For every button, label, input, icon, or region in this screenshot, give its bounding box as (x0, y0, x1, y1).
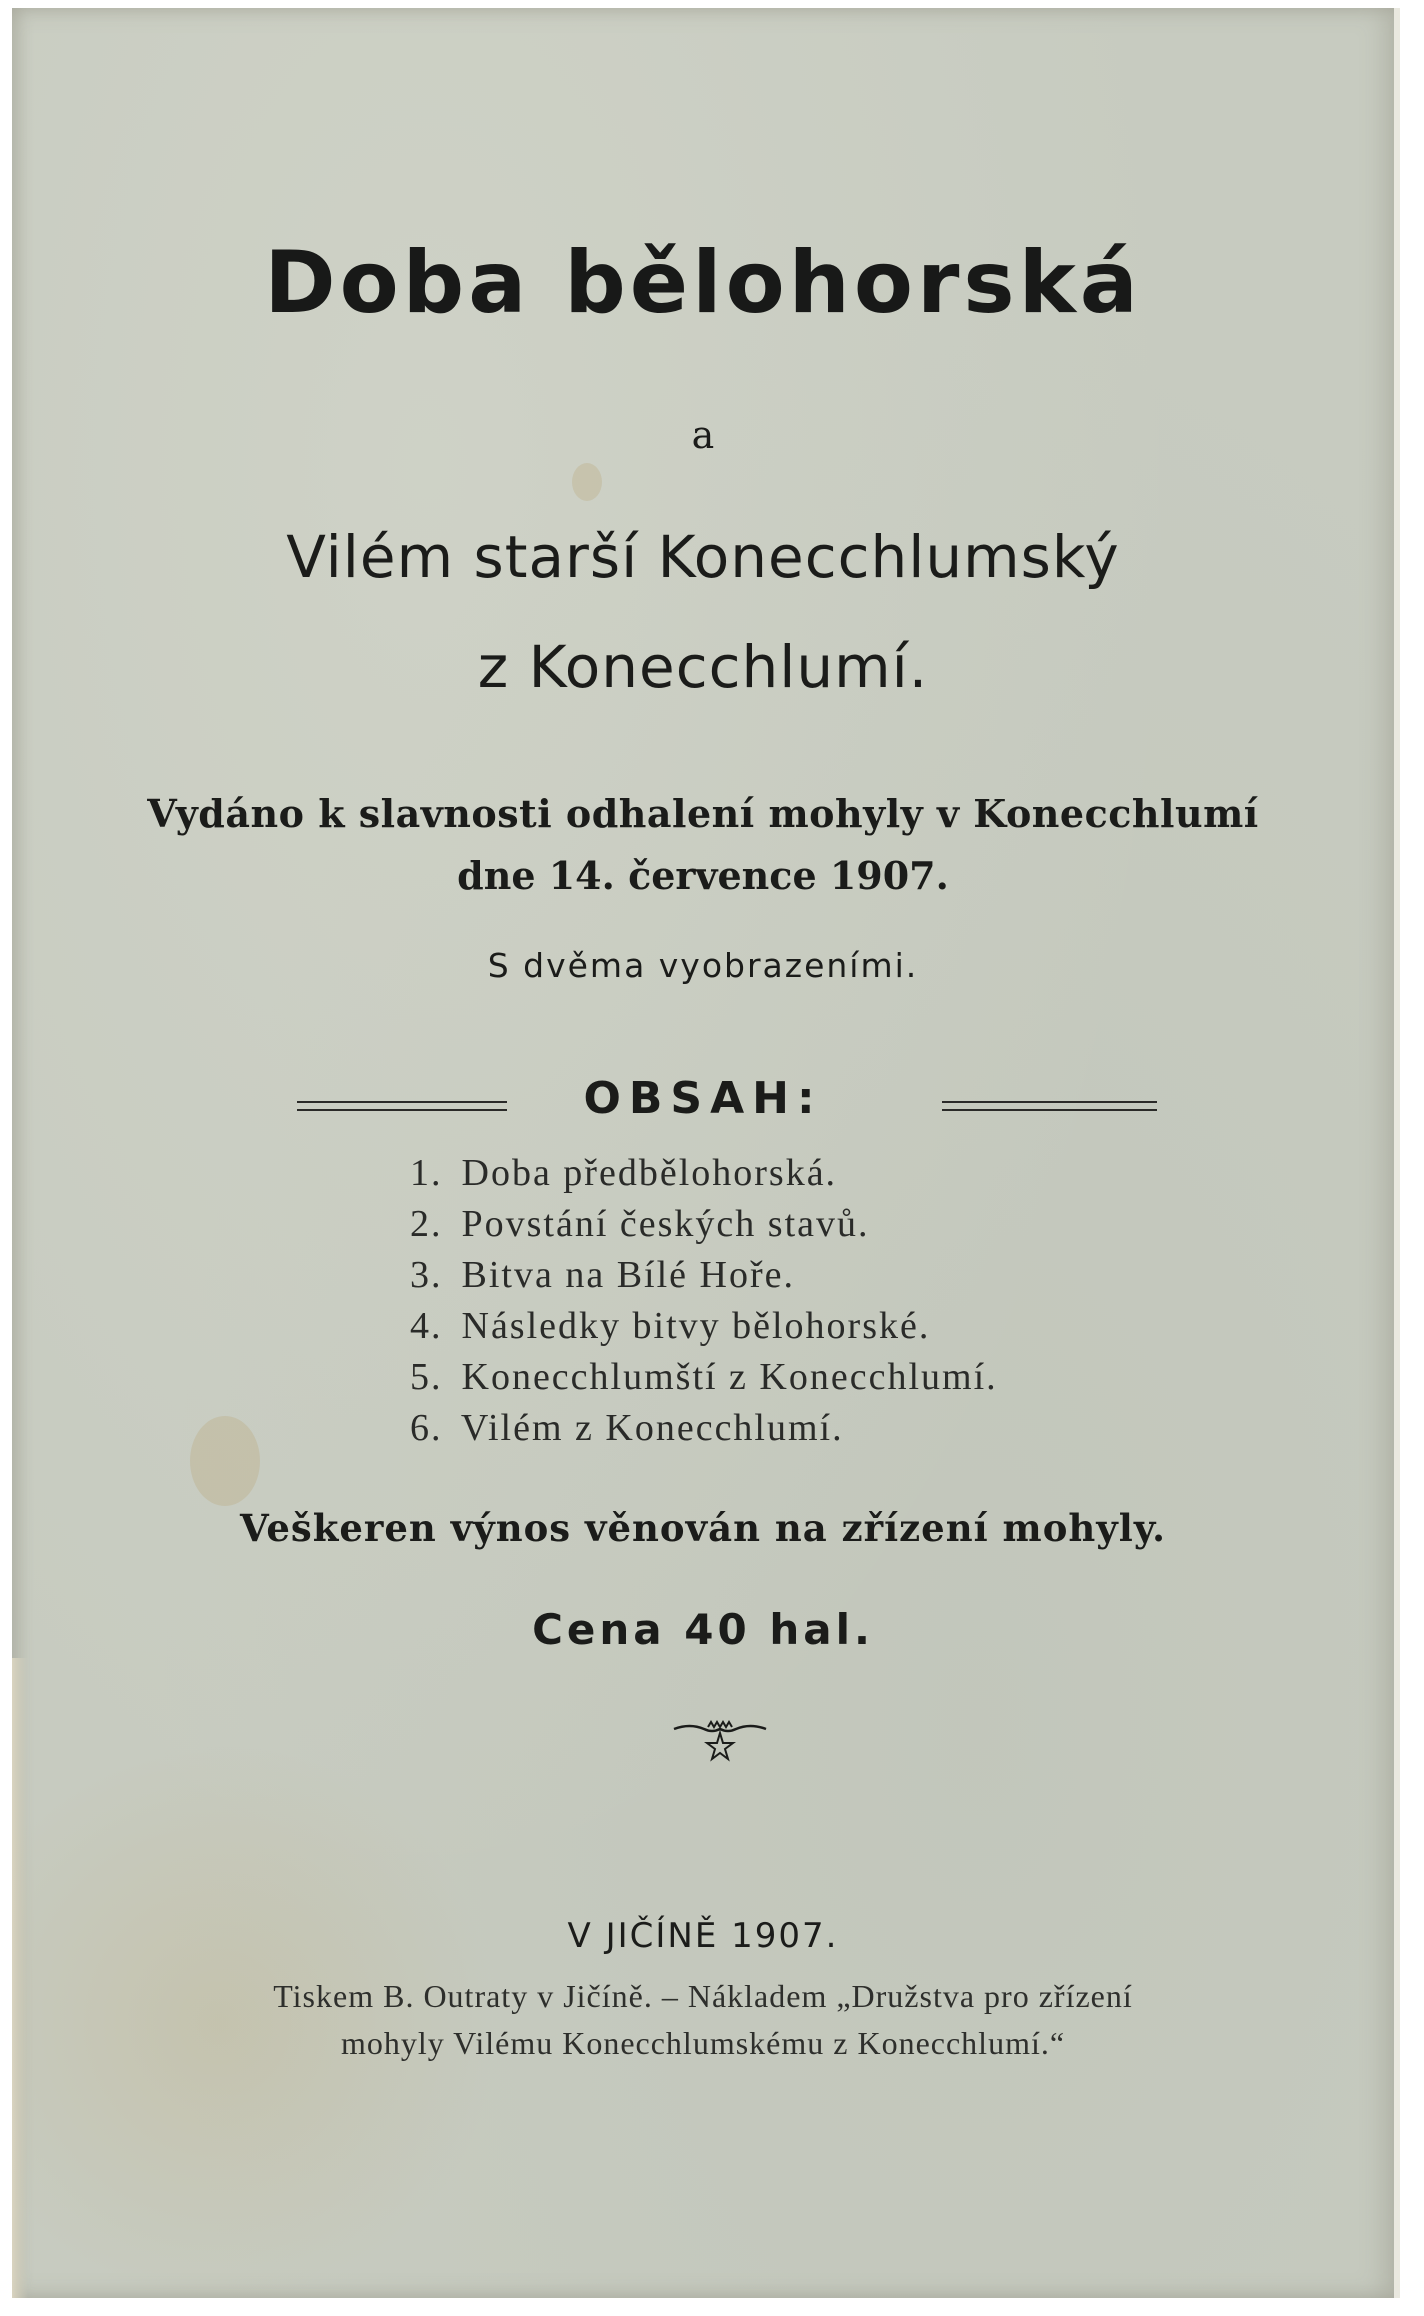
printer-note-line-1: Tiskem B. Outraty v Jičíně. – Nákladem „Družstva pro zřízení (273, 1978, 1133, 2014)
item-text: Konecchlumští z Konecchlumí. (461, 1356, 998, 1398)
item-text: Následky bitvy bělohorské. (461, 1305, 931, 1347)
contents-item (410, 1352, 998, 1403)
illustrations-note: S dvěma vyobrazeními. (487, 946, 919, 985)
double-rule-right (942, 1101, 1157, 1111)
subtitle-line-1: Vilém starší Konecchlumský (286, 523, 1120, 591)
item-number: 3. (410, 1254, 443, 1296)
item-number: 5. (410, 1356, 443, 1398)
book-title: Doba bělohorská (264, 233, 1142, 333)
item-text: Povstání českých stavů. (461, 1203, 870, 1245)
proceeds-note: Veškeren výnos věnován na zřízení mohyly. (240, 1506, 1166, 1550)
item-number: 1. (410, 1152, 443, 1194)
contents-item (410, 1250, 998, 1301)
paper-stain (572, 463, 602, 501)
place-and-year: V JIČÍNĚ 1907. (567, 1916, 839, 1956)
contents-item (410, 1199, 998, 1250)
contents-item (410, 1148, 998, 1199)
star-flourish-ornament-icon (670, 1713, 770, 1763)
title-page (12, 8, 1400, 2298)
item-text: Vilém z Konecchlumí. (460, 1407, 844, 1449)
contents-heading: OBSAH: (583, 1073, 823, 1124)
price-label: Cena 40 hal. (532, 1605, 874, 1654)
contents-item (410, 1301, 998, 1352)
contents-header (12, 1073, 1394, 1133)
issued-note-line-1: Vydáno k slavnosti odhalení mohyly v Konecchlumí (147, 791, 1259, 836)
item-number: 4. (410, 1305, 443, 1347)
item-text: Doba předbělohorská. (461, 1152, 838, 1194)
printer-note-line-2: mohyly Vilému Konecchlumskému z Konecchlumí.“ (340, 2025, 1066, 2061)
item-text: Bitva na Bílé Hoře. (461, 1254, 795, 1296)
issued-note-line-2: dne 14. července 1907. (457, 853, 949, 898)
contents-list (410, 1148, 998, 1454)
title-conjunction: a (691, 413, 715, 457)
item-number: 6. (410, 1407, 443, 1449)
subtitle-line-2: z Konecchlumí. (477, 633, 929, 701)
contents-item (410, 1403, 998, 1454)
item-number: 2. (410, 1203, 443, 1245)
paper-stain (190, 1416, 260, 1506)
